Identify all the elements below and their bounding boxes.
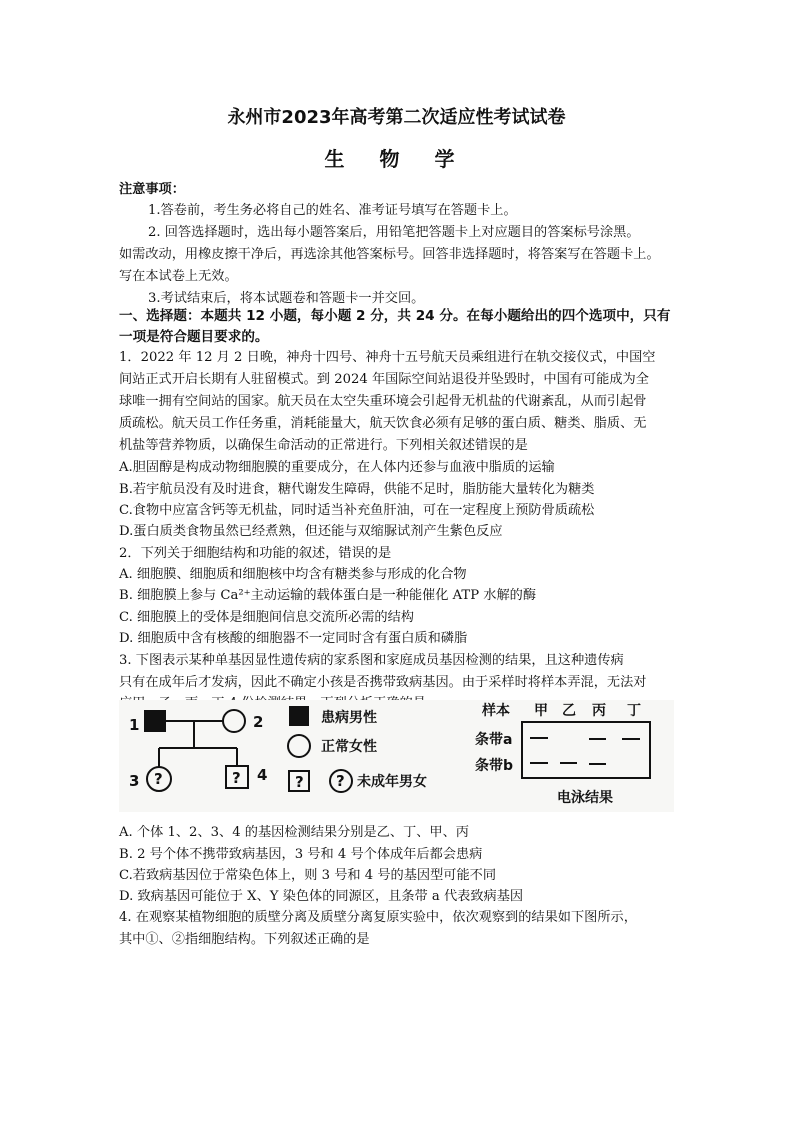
notice-item-2-line3: 写在本试卷上无效。	[119, 269, 238, 284]
q1-option-a: A.胆固醇是构成动物细胞膜的重要成分，在人体内还参与血液中脂质的运输	[119, 460, 555, 475]
q3-option-a: A. 个体 1、2、3、4 的基因检测结果分别是乙、丁、甲、丙	[119, 825, 469, 840]
individual-3-mark: ?	[154, 770, 163, 788]
q1-option-b: B.若宇航员没有及时进食，糖代谢发生障碍，供能不足时，脂肪能大量转化为糖类	[119, 482, 595, 497]
q2-stem: 2．下列关于细胞结构和功能的叙述，错误的是	[119, 546, 392, 561]
legend-minor-male-mark: ?	[295, 773, 304, 791]
individual-4-mark: ?	[232, 769, 241, 787]
q2-option-b: B. 细胞膜上参与 Ca²⁺主动运输的载体蛋白是一种能催化 ATP 水解的酶	[119, 588, 537, 603]
gel-band-b-label: 条带b	[475, 758, 514, 774]
legend-minor-female-mark: ?	[336, 772, 345, 790]
pedigree-label-4: 4	[257, 766, 268, 784]
section-heading-line2: 一项是符合题目要求的。	[119, 329, 269, 345]
q1-stem-line2: 间站正式开启长期有人驻留模式。到 2024 年国际空间站退役并坠毁时，中国有可能成为全	[119, 372, 649, 387]
gel-sample-jia: 甲	[534, 703, 548, 719]
q2-option-c: C. 细胞膜上的受体是细胞间信息交流所必需的结构	[119, 610, 414, 625]
gel-frame	[522, 722, 650, 778]
notice-heading: 注意事项：	[119, 182, 185, 197]
legend-minor: 未成年男女	[357, 774, 427, 790]
individual-1-affected-male	[144, 710, 166, 732]
q3-figure-svg	[119, 700, 674, 812]
individual-2-normal-female	[223, 710, 245, 732]
q4-stem-line2: 其中①、②指细胞结构。下列叙述正确的是	[119, 932, 370, 947]
q1-stem-line1: 1．2022 年 12 月 2 日晚，神舟十四号、神舟十五号航天员乘组进行在轨交接仪式，中国空	[119, 350, 656, 365]
q3-option-c: C.若致病基因位于常染色体上，则 3 号和 4 号的基因型可能不同	[119, 868, 497, 883]
notice-item-2-line1: 2. 回答选择题时，选出每小题答案后，用铅笔把答题卡上对应题目的答案标号涂黑。	[148, 225, 640, 240]
notice-item-2-line2: 如需改动，用橡皮擦干净后，再选涂其他答案标号。回答非选择题时，将答案写在答题卡上。	[119, 247, 660, 262]
q1-option-d: D.蛋白质类食物虽然已经煮熟，但还能与双缩脲试剂产生紫色反应	[119, 524, 503, 539]
q1-stem-line4: 质疏松。航天员工作任务重，消耗能量大，航天饮食必须有足够的蛋白质、糖类、脂质、无	[119, 416, 647, 431]
gel-band-a-label: 条带a	[475, 732, 513, 748]
gel-sample-yi: 乙	[562, 703, 576, 719]
pedigree-label-2: 2	[253, 713, 264, 731]
notice-item-3: 3.考试结束后，将本试题卷和答题卡一并交回。	[148, 291, 425, 306]
legend-affected-male: 患病男性	[321, 710, 377, 726]
legend-normal-female-icon	[288, 735, 310, 757]
legend-normal-female: 正常女性	[321, 739, 377, 755]
section-heading-line1: 一、选择题：本题共 12 小题，每小题 2 分，共 24 分。在每小题给出的四个选项中，只有	[119, 308, 671, 324]
q1-option-c: C.食物中应富含钙等无机盐，同时适当补充鱼肝油，可在一定程度上预防骨质疏松	[119, 503, 595, 518]
q3-stem-line2: 只有在成年后才发病，因此不确定小孩是否携带致病基因。由于采样时将样本弄混，无法对	[119, 675, 647, 690]
q4-stem-line1: 4. 在观察某植物细胞的质壁分离及质壁分离复原实验中，依次观察到的结果如下图所示，	[119, 910, 637, 925]
q3-option-d: D. 致病基因可能位于 X、Y 染色体的同源区，且条带 a 代表致病基因	[119, 889, 524, 904]
exam-title: 永州市2023年高考第二次适应性考试试卷	[227, 107, 566, 128]
gel-caption: 电泳结果	[557, 790, 613, 806]
q3-stem-line1: 3. 下图表示某种单基因显性遗传病的家系图和家庭成员基因检测的结果，且这种遗传病	[119, 653, 624, 668]
q3-figure	[119, 700, 674, 812]
q1-stem-line5: 机盐等营养物质，以确保生命活动的正常进行。下列相关叙述错误的是	[119, 438, 528, 453]
pedigree-label-3: 3	[129, 772, 140, 790]
pedigree-label-1: 1	[129, 716, 140, 734]
subject-title: 生 物 学	[324, 147, 469, 171]
q1-stem-line3: 球唯一拥有空间站的国家。航天员在太空失重环境会引起骨无机盐的代谢紊乱，从而引起骨	[119, 394, 647, 409]
notice-item-1: 1.答卷前，考生务必将自己的姓名、准考证号填写在答题卡上。	[148, 203, 517, 218]
q2-option-a: A. 细胞膜、细胞质和细胞核中均含有糖类参与形成的化合物	[119, 567, 467, 582]
gel-sample-ding: 丁	[627, 703, 641, 719]
q2-option-d: D. 细胞质中含有核酸的细胞器不一定同时含有蛋白质和磷脂	[119, 631, 468, 646]
legend-affected-male-icon	[289, 706, 309, 726]
gel-sample-bing: 丙	[592, 703, 606, 719]
gel-header-sample: 样本	[482, 703, 510, 719]
q3-option-b: B. 2 号个体不携带致病基因，3 号和 4 号个体成年后都会患病	[119, 847, 483, 862]
